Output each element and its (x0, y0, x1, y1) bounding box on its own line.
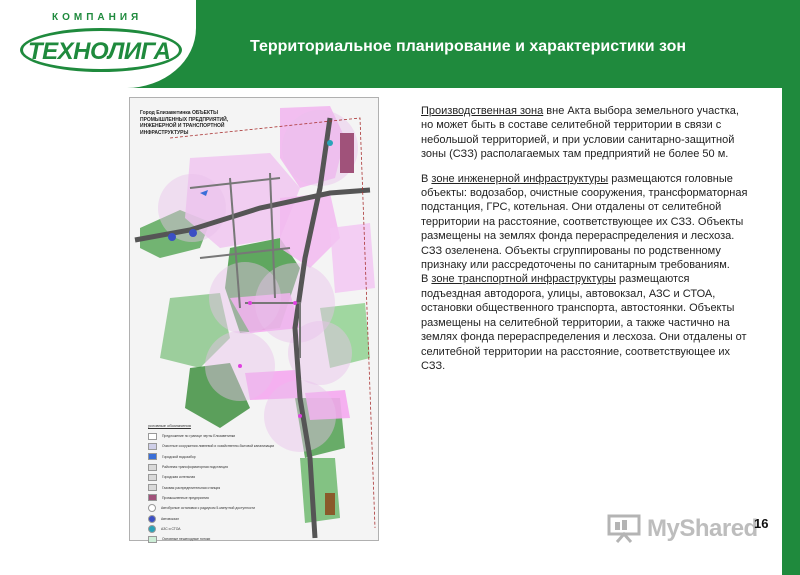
legend-item (148, 441, 275, 451)
legend-label: Автовокзал (161, 516, 179, 521)
bus-station-icon (168, 233, 176, 241)
legend-swatch (148, 484, 157, 491)
term-engineering-zone: зоне инженерной инфраструктуры (431, 172, 609, 185)
page-title: Территориальное планирование и характеристики зон (250, 38, 687, 55)
legend-item (148, 503, 268, 513)
paragraph-text: размещаются подъездная автодорога, улицы, автовокзал, АЗС и СТОА, остановки общественного транспорта, автостоянки. Объекты размещены на селитебной территории, а также частично на землях фонда перераспределения и лесхоза. Они отдалены от селитебной территории на расстояние, соответствующее их СЗЗ. (421, 273, 747, 372)
legend-label: Автобусные остановки с радиусом 5-минутной доступности (161, 506, 255, 511)
legend-item (148, 534, 268, 544)
description-text (421, 104, 751, 383)
term-transport-zone: зоне транспортной инфраструктуры (431, 273, 616, 286)
legend-item (148, 462, 268, 472)
term-industrial-zone: Производственная зона (421, 105, 544, 117)
legend-item (148, 513, 268, 523)
legend-swatch (148, 474, 157, 481)
legend-item (148, 472, 268, 482)
legend-item (148, 482, 268, 492)
legend-label: Газовая распределительная станция (162, 485, 221, 490)
logo-company-label: КОМПАНИЯ (52, 12, 143, 23)
residential-zone (330, 223, 375, 293)
zoning-map (129, 97, 379, 541)
map-legend (148, 423, 275, 544)
legend-label: Промышленные предприятия (162, 495, 209, 500)
bus-stop-icon (298, 414, 302, 418)
legend-swatch (148, 494, 157, 501)
paragraph-engineering-zone (421, 172, 751, 273)
logo-name: ТЕХНОЛИГА (28, 38, 171, 65)
industrial-site (325, 493, 335, 515)
page-number: 16 (754, 516, 769, 531)
legend-item (148, 493, 268, 503)
legend-item (148, 452, 268, 462)
legend-swatch (148, 453, 157, 460)
legend-swatch (148, 504, 156, 512)
paragraph-industrial-zone (421, 104, 751, 162)
legend-swatch (148, 536, 157, 543)
watermark (607, 514, 758, 544)
logo (0, 0, 196, 88)
legend-label: Предложение по границе черты Елизаветинки (162, 434, 236, 439)
paragraph-lead: В (421, 172, 432, 185)
legend-label: Основные пешеходные потоки (162, 537, 211, 542)
bus-stop-icon (238, 364, 242, 368)
paragraph-transport-zone (421, 272, 751, 373)
legend-label: Городская котельная (162, 475, 196, 480)
bus-stop-icon (293, 301, 297, 305)
legend-item (148, 431, 268, 441)
legend-swatch (148, 433, 157, 440)
paragraph-lead: В (421, 273, 432, 286)
watermark-text: MyShared (647, 515, 758, 542)
side-strip (782, 88, 800, 575)
gas-station-icon (327, 140, 333, 146)
paragraph-text: размещаются головные объекты: водозабор, очистные сооружения, трансформаторная подстанция, ГРС, котельная. Они отдалены от селитебной территории на расстояние, соответствующее их СЗЗ. Объекты размещены на землях фонда перераспределения и лесхоза. СЗЗ озеленена. Объекты сгруппированы по родственному признаку или рассредоточены по санитарным требованиям. (421, 172, 748, 272)
legend-swatch (148, 525, 156, 533)
bus-stop-icon (248, 301, 252, 305)
presentation-icon (607, 514, 641, 544)
industrial-site (340, 133, 354, 173)
legend-swatch (148, 443, 157, 450)
legend-label: Очистные сооружения ливневой и хозяйственно-бытовой канализации (162, 444, 275, 449)
legend-label: Районная трансформаторная подстанция (162, 465, 228, 470)
header-bar (0, 0, 800, 88)
legend-swatch (148, 464, 157, 471)
paragraph-text: вне Акта выбора земельного участка, но может быть в составе селитебной территории в связи с небольшой территорией, и при условии санитарно-защитной зоны (СЗЗ) располагаемых там предприятий не более 50 м. (421, 105, 739, 161)
legend-label: Городской водозабор (162, 454, 196, 459)
legend-label: АЗС и СТОА (161, 526, 181, 531)
legend-swatch (148, 515, 156, 523)
legend-item (148, 524, 268, 534)
legend-title: условные обозначения (148, 423, 191, 428)
map-title: Город Елизаветинка ОБЪЕКТЫ ПРОМЫШЛЕННЫХ ПРЕДПРИЯТИЙ, ИНЖЕНЕРНОЙ И ТРАНСПОРТНОЙ ИНФРАСТРУКТУРЫ (140, 110, 229, 136)
bus-station-icon (189, 229, 197, 237)
